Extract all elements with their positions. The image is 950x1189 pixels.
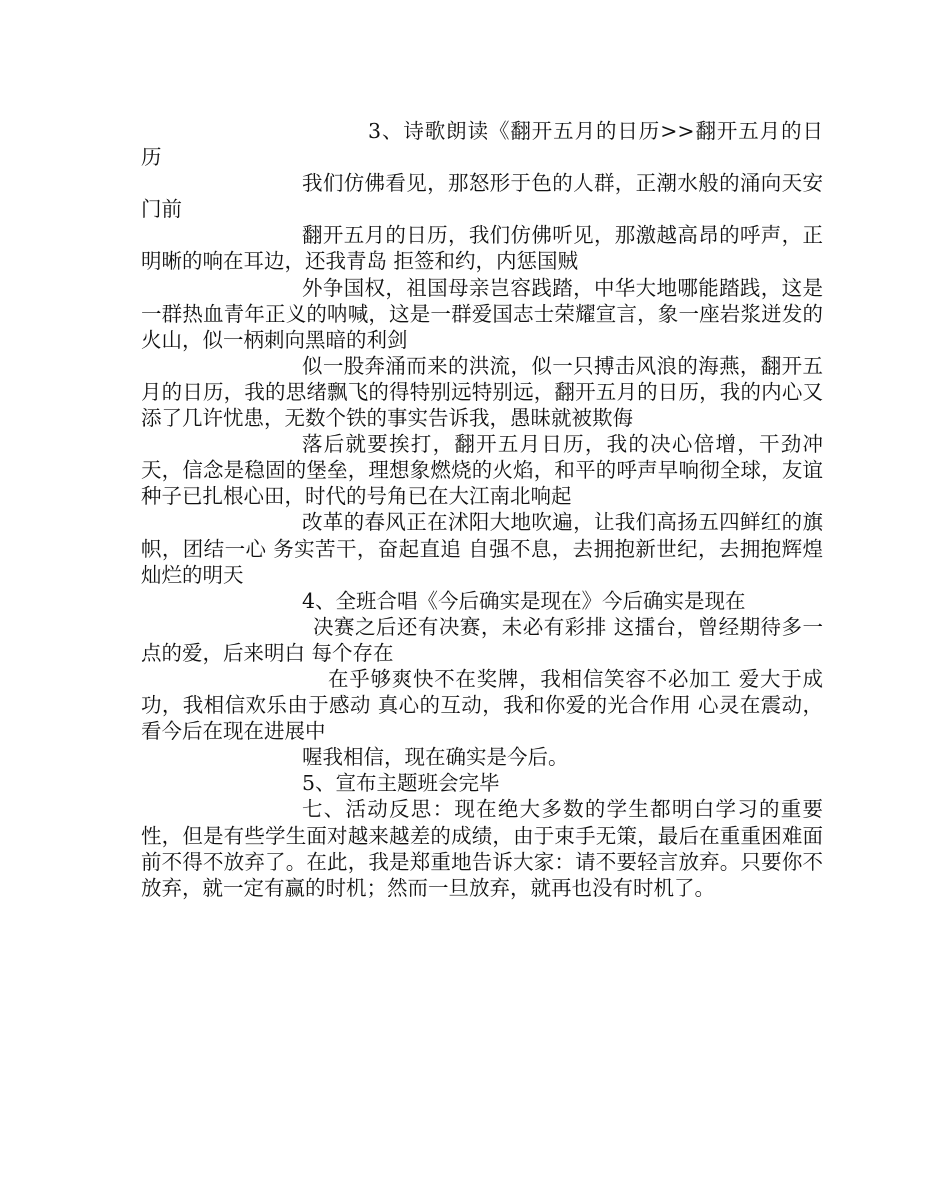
paragraph-reflection: 七、活动反思：现在绝大多数的学生都明白学习的重要性，但是有些学生面对越来越差的成绩，由于束手无策，最后在重重困难面前不得不放弃了。在此，我是郑重地告诉大家：请不要轻言放弃。只要你不放弃，就一定有赢的时机；然而一旦放弃，就再也没有时机了。	[141, 797, 823, 900]
paragraph: 我们仿佛看见，那怒形于色的人群，正潮水般的涌向天安门前	[141, 171, 823, 222]
paragraph: 翻开五月的日历，我们仿佛听见，那激越高昂的呼声，正明晰的响在耳边，还我青岛 拒签和约，内惩国贼	[141, 223, 823, 274]
paragraph: 似一股奔涌而来的洪流，似一只搏击风浪的海燕，翻开五月的日历，我的思绪飘飞的得特别远特别远，翻开五月的日历，我的内心又添了几许忧患，无数个铁的事实告诉我，愚昧就被欺侮	[141, 353, 823, 431]
document-body	[141, 118, 823, 901]
paragraph: 外争国权，祖国母亲岂容践踏，中华大地哪能踏践，这是一群热血青年正义的呐喊，这是一群爱国志士荣耀宣言，象一座岩浆迸发的火山，似一柄刺向黑暗的利剑	[141, 275, 823, 352]
paragraph: 喔我相信，现在确实是今后。	[302, 745, 569, 770]
paragraph: 改革的春风正在沭阳大地吹遍，让我们高扬五四鲜红的旗帜，团结一心 务实苦干，奋起直追 自强不息，去拥抱新世纪，去拥抱辉煌灿烂的明天	[141, 510, 823, 587]
paragraph-poem-heading: 3、诗歌朗读《翻开五月的日历>>翻开五月的日历	[141, 119, 823, 170]
paragraph: 在乎够爽快不在奖牌，我相信笑容不必加工 爱大于成功，我相信欢乐由于感动 真心的互动，我和你爱的光合作用 心灵在震动，看今后在现在进展中	[141, 666, 823, 744]
paragraph: 落后就要挨打，翻开五月日历，我的决心倍增，干劲冲天，信念是稳固的堡垒，理想象燃烧的火焰，和平的呼声早响彻全球，友谊种子已扎根心田，时代的号角已在大江南北响起	[141, 432, 823, 509]
paragraph: 决赛之后还有决赛，未必有彩排 这擂台，曾经期待多一点的爱，后来明白 每个存在	[141, 614, 823, 665]
paragraph-closing-heading: 5、宣布主题班会完毕	[302, 771, 500, 796]
paragraph-song-heading: 4、全班合唱《今后确实是现在》今后确实是现在	[302, 588, 746, 613]
